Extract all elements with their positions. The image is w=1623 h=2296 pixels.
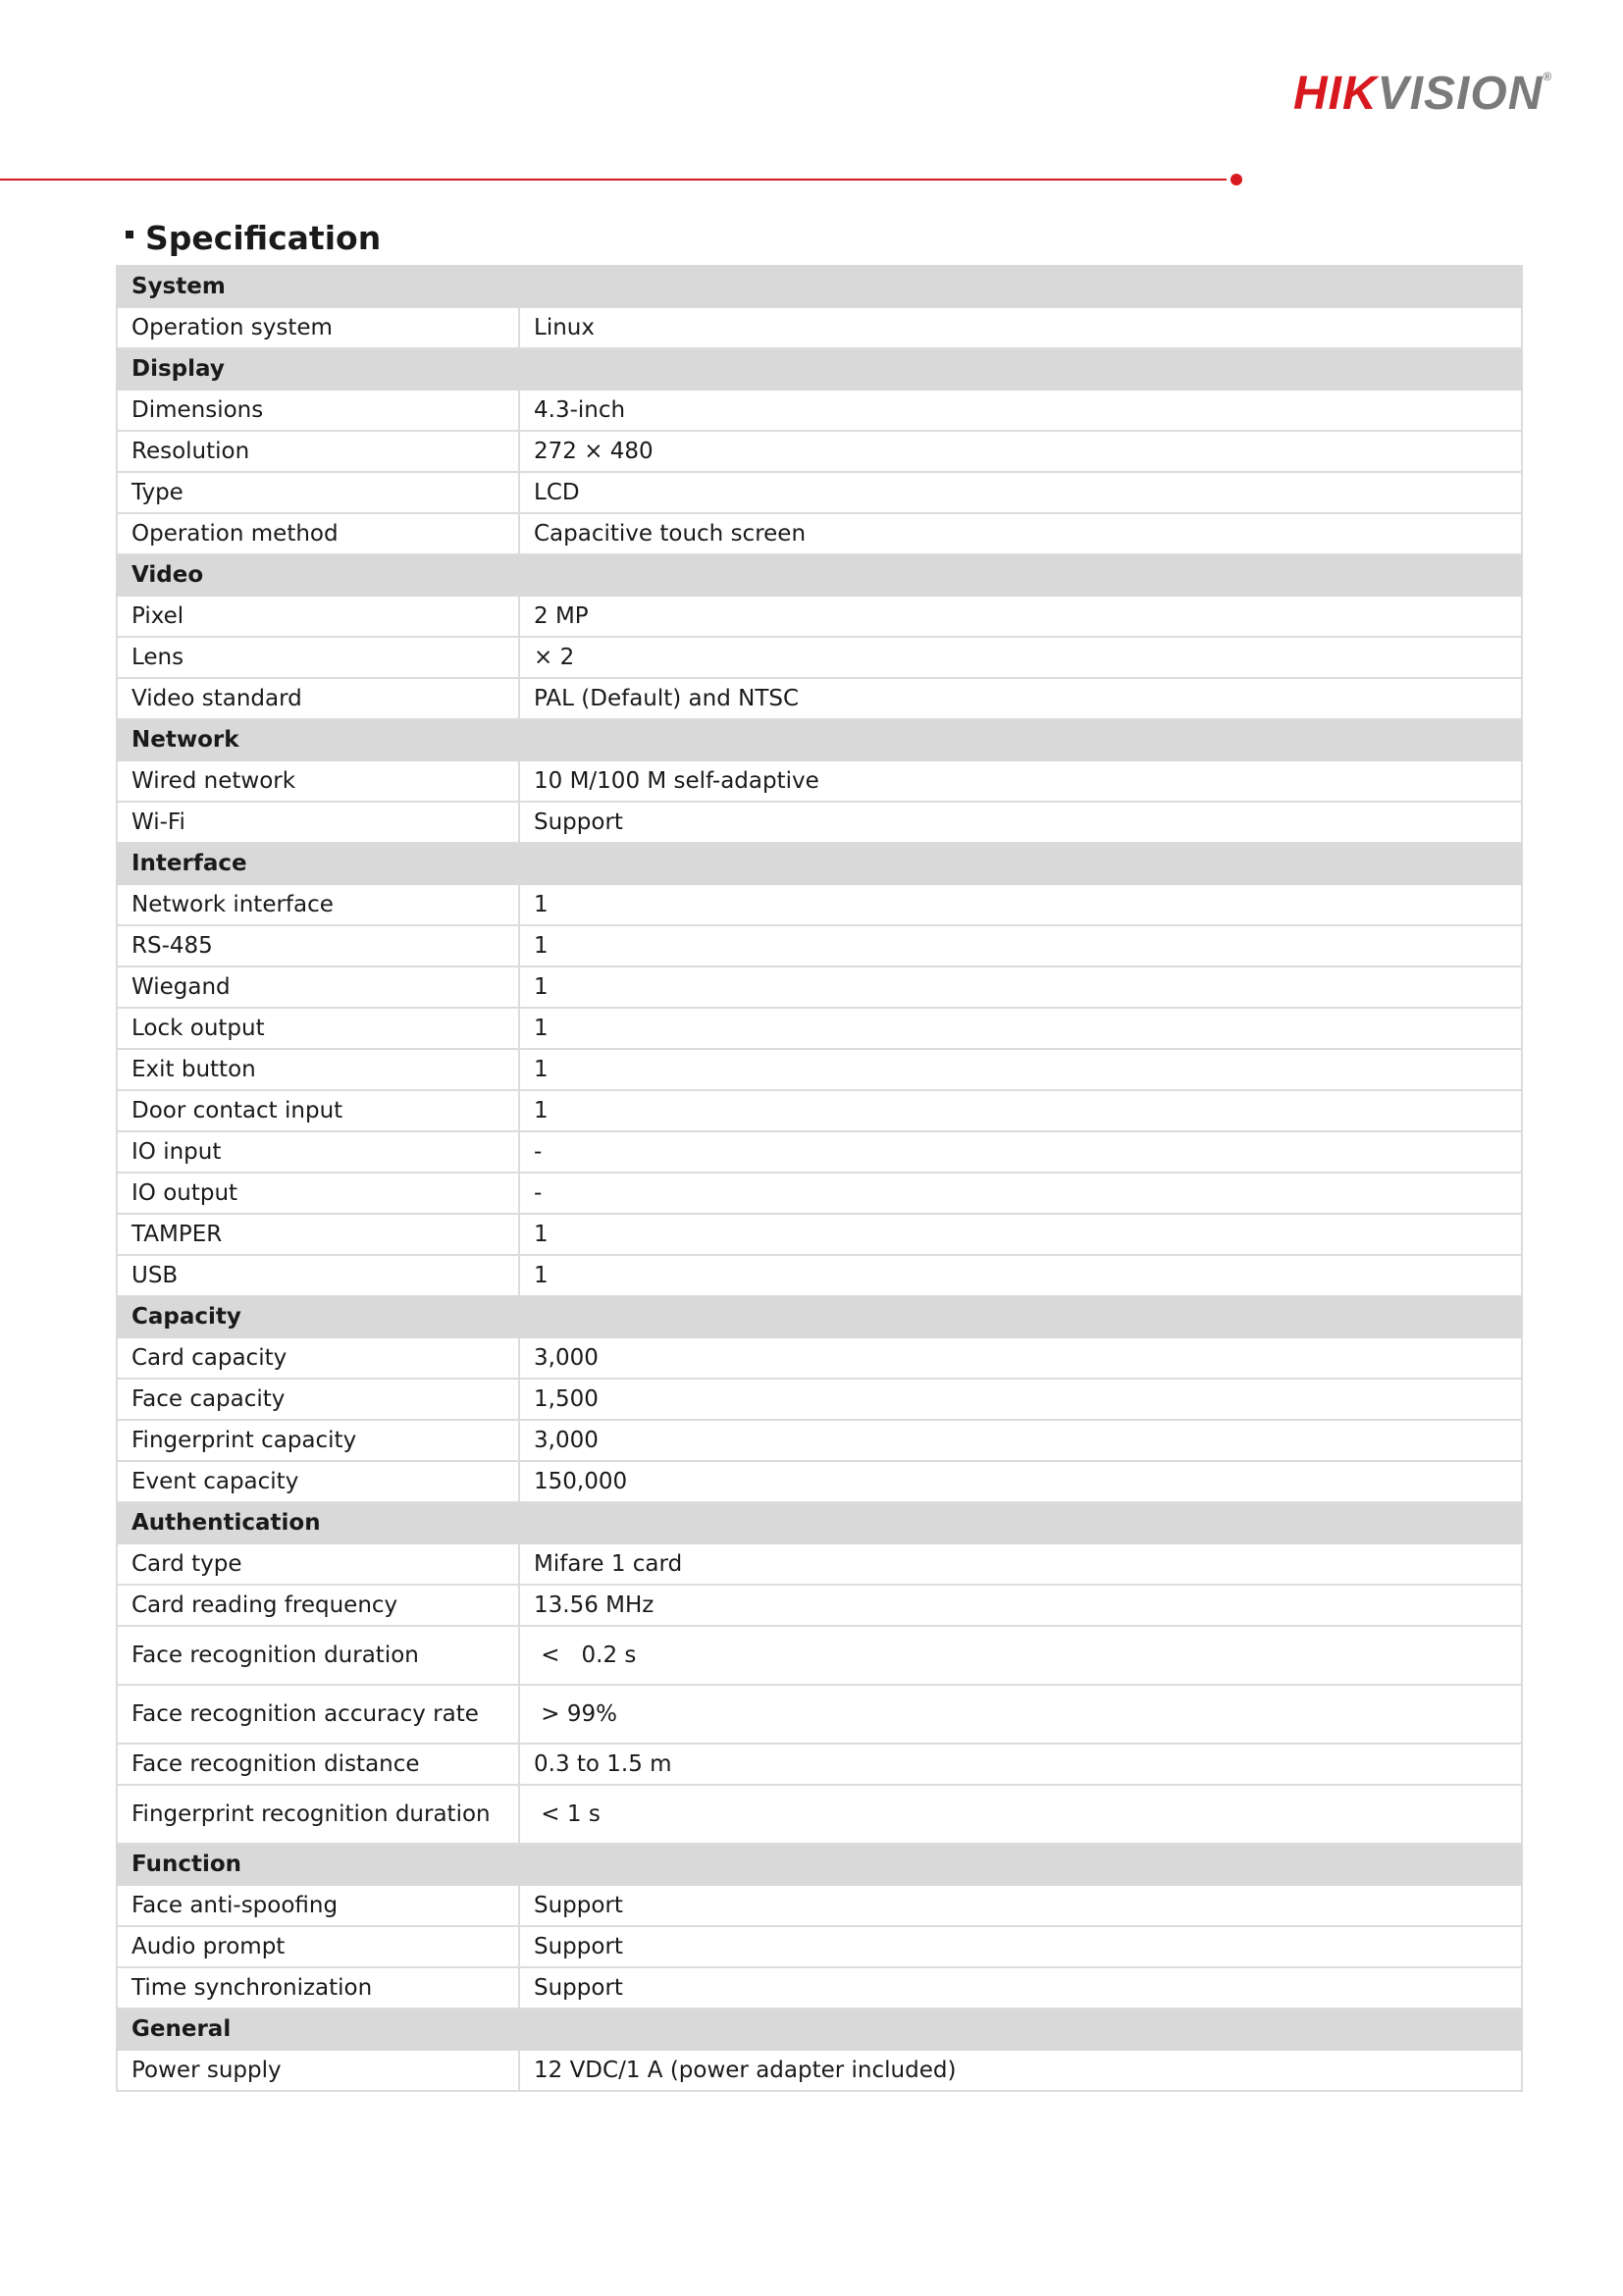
spec-row (117, 390, 1522, 431)
spec-row (117, 1461, 1522, 1502)
spec-value: 1 (519, 1214, 1522, 1255)
spec-row (117, 1131, 1522, 1173)
spec-value: Support (519, 802, 1522, 843)
spec-label: Wi-Fi (117, 802, 519, 843)
spec-label: USB (117, 1255, 519, 1296)
logo-registered-mark: ® (1543, 70, 1553, 83)
spec-row (117, 966, 1522, 1008)
spec-value: > 99% (519, 1685, 1522, 1744)
spec-value: Capacitive touch screen (519, 513, 1522, 554)
spec-row (117, 1967, 1522, 2009)
section-header-row (117, 348, 1522, 390)
spec-value: Support (519, 1885, 1522, 1926)
spec-row (117, 925, 1522, 966)
section-header-row (117, 266, 1522, 307)
spec-row (117, 1090, 1522, 1131)
spec-value: 150,000 (519, 1461, 1522, 1502)
spec-value: PAL (Default) and NTSC (519, 678, 1522, 719)
spec-row (117, 1744, 1522, 1785)
spec-row (117, 1420, 1522, 1461)
spec-value: Mifare 1 card (519, 1543, 1522, 1585)
spec-row (117, 1008, 1522, 1049)
spec-value: 3,000 (519, 1337, 1522, 1379)
specification-table (116, 265, 1523, 2092)
spec-label: Face recognition accuracy rate (117, 1685, 519, 1744)
section-header: Capacity (117, 1296, 1522, 1337)
spec-row (117, 802, 1522, 843)
spec-value: LCD (519, 472, 1522, 513)
section-header: System (117, 266, 1522, 307)
spec-label: Pixel (117, 596, 519, 637)
header-rule (0, 179, 1227, 181)
section-header-row (117, 554, 1522, 596)
spec-row (117, 1885, 1522, 1926)
spec-label: IO output (117, 1173, 519, 1214)
spec-value: 1 (519, 1255, 1522, 1296)
specification-table-body (117, 266, 1522, 2091)
spec-label: Lens (117, 637, 519, 678)
spec-label: Video standard (117, 678, 519, 719)
spec-label: Type (117, 472, 519, 513)
spec-value: 1 (519, 884, 1522, 925)
spec-value: 1,500 (519, 1379, 1522, 1420)
header-rule-dot (1230, 174, 1242, 185)
spec-value: < 0.2 s (519, 1626, 1522, 1685)
spec-value: Support (519, 1926, 1522, 1967)
logo-vision: VISION (1377, 68, 1544, 120)
spec-row (117, 1337, 1522, 1379)
section-header: Function (117, 1844, 1522, 1885)
spec-value: 272 × 480 (519, 431, 1522, 472)
spec-label: Event capacity (117, 1461, 519, 1502)
spec-label: Lock output (117, 1008, 519, 1049)
spec-label: Time synchronization (117, 1967, 519, 2009)
spec-row (117, 884, 1522, 925)
spec-label: Card type (117, 1543, 519, 1585)
spec-label: RS-485 (117, 925, 519, 966)
spec-row (117, 1379, 1522, 1420)
spec-label: Face recognition distance (117, 1744, 519, 1785)
section-header: General (117, 2009, 1522, 2050)
spec-row (117, 431, 1522, 472)
spec-label: IO input (117, 1131, 519, 1173)
spec-label: Face anti-spoofing (117, 1885, 519, 1926)
spec-row (117, 678, 1522, 719)
spec-value: - (519, 1131, 1522, 1173)
spec-label: Door contact input (117, 1090, 519, 1131)
spec-label: Fingerprint capacity (117, 1420, 519, 1461)
spec-label: Wiegand (117, 966, 519, 1008)
spec-value: - (519, 1173, 1522, 1214)
spec-value: 12 VDC/1 A (power adapter included) (519, 2050, 1522, 2091)
logo-hik: HIK (1293, 68, 1378, 120)
page-title-text: Specification (145, 219, 382, 257)
spec-label: Card reading frequency (117, 1585, 519, 1626)
section-header: Network (117, 719, 1522, 760)
spec-row (117, 1785, 1522, 1844)
spec-row (117, 1173, 1522, 1214)
section-header: Video (117, 554, 1522, 596)
spec-label: Exit button (117, 1049, 519, 1090)
section-header-row (117, 843, 1522, 884)
spec-value: 0.3 to 1.5 m (519, 1744, 1522, 1785)
section-header: Interface (117, 843, 1522, 884)
spec-row (117, 596, 1522, 637)
spec-label: Network interface (117, 884, 519, 925)
page-title (126, 219, 382, 257)
spec-row (117, 2050, 1522, 2091)
spec-row (117, 637, 1522, 678)
spec-value: < 1 s (519, 1785, 1522, 1844)
spec-value: 1 (519, 925, 1522, 966)
spec-value: 1 (519, 966, 1522, 1008)
spec-value: 13.56 MHz (519, 1585, 1522, 1626)
spec-value: × 2 (519, 637, 1522, 678)
spec-row (117, 1626, 1522, 1685)
spec-label: Audio prompt (117, 1926, 519, 1967)
spec-row (117, 1543, 1522, 1585)
spec-row (117, 307, 1522, 348)
spec-value: 1 (519, 1049, 1522, 1090)
spec-label: Operation method (117, 513, 519, 554)
spec-value: 1 (519, 1008, 1522, 1049)
spec-row (117, 1585, 1522, 1626)
spec-label: Card capacity (117, 1337, 519, 1379)
spec-row (117, 1685, 1522, 1744)
spec-label: Wired network (117, 760, 519, 802)
title-bullet-icon (126, 231, 133, 238)
spec-label: Power supply (117, 2050, 519, 2091)
spec-label: Dimensions (117, 390, 519, 431)
spec-label: Operation system (117, 307, 519, 348)
spec-row (117, 1255, 1522, 1296)
spec-value: 3,000 (519, 1420, 1522, 1461)
section-header: Display (117, 348, 1522, 390)
spec-row (117, 1214, 1522, 1255)
spec-value: 10 M/100 M self-adaptive (519, 760, 1522, 802)
spec-row (117, 472, 1522, 513)
spec-value: 1 (519, 1090, 1522, 1131)
spec-value: 2 MP (519, 596, 1522, 637)
spec-label: TAMPER (117, 1214, 519, 1255)
spec-row (117, 760, 1522, 802)
spec-value: 4.3-inch (519, 390, 1522, 431)
section-header-row (117, 1296, 1522, 1337)
spec-label: Resolution (117, 431, 519, 472)
section-header: Authentication (117, 1502, 1522, 1543)
spec-row (117, 513, 1522, 554)
spec-label: Face recognition duration (117, 1626, 519, 1685)
spec-value: Linux (519, 307, 1522, 348)
section-header-row (117, 1844, 1522, 1885)
section-header-row (117, 719, 1522, 760)
spec-value: Support (519, 1967, 1522, 2009)
section-header-row (117, 1502, 1522, 1543)
spec-label: Face capacity (117, 1379, 519, 1420)
spec-label: Fingerprint recognition duration (117, 1785, 519, 1844)
spec-row (117, 1049, 1522, 1090)
spec-row (117, 1926, 1522, 1967)
hikvision-logo (1293, 68, 1553, 120)
section-header-row (117, 2009, 1522, 2050)
